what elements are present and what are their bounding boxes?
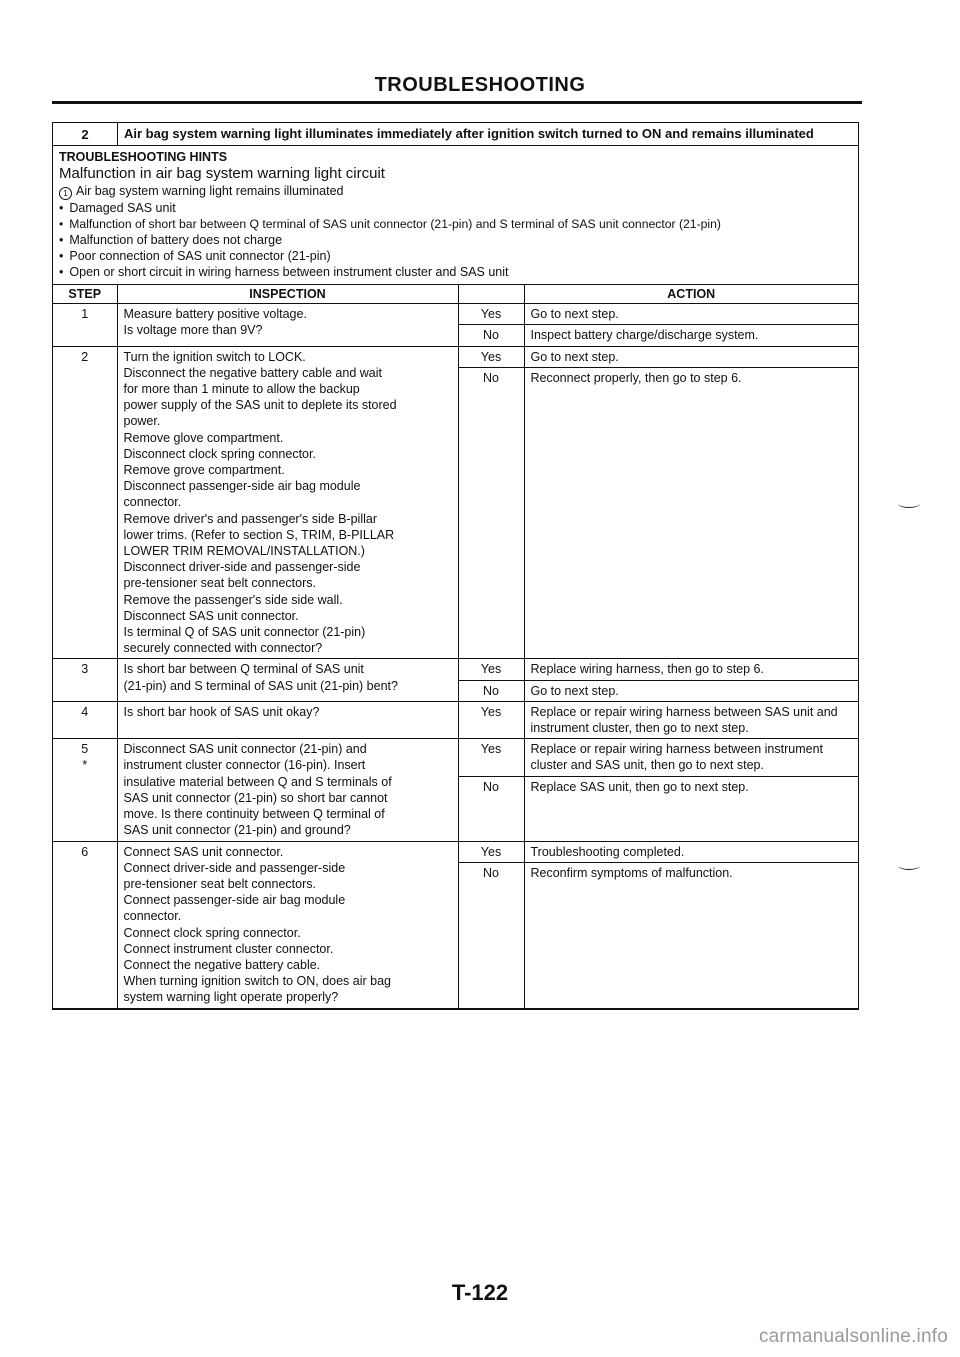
action-cell: Replace or repair wiring harness between SAS unit and instrument cluster, then go to next step. bbox=[524, 701, 858, 738]
action-cell: Reconnect properly, then go to step 6. bbox=[524, 367, 858, 659]
inspection-line: pre-tensioner seat belt connectors. bbox=[123, 876, 316, 891]
troubleshooting-frame bbox=[52, 122, 859, 1010]
inspection-line: insulative material between Q and S terminals of bbox=[123, 774, 392, 789]
action-cell: Go to next step. bbox=[524, 680, 858, 701]
inspection-line: Disconnect SAS unit connector (21-pin) and bbox=[123, 742, 367, 757]
inspection-line: for more than 1 minute to allow the backup bbox=[123, 382, 360, 397]
inspection-line: Disconnect clock spring connector. bbox=[123, 446, 316, 461]
inspection-line: power. bbox=[123, 414, 161, 429]
action-cell: Replace or repair wiring harness between instrument cluster and SAS unit, then go to next step. bbox=[524, 739, 858, 776]
hint-bullet: • Poor connection of SAS unit connector (21-pin) bbox=[59, 248, 854, 264]
steps-table bbox=[53, 285, 858, 1009]
result-cell: Yes bbox=[458, 739, 524, 776]
step-cell bbox=[53, 739, 117, 841]
step-cell bbox=[53, 701, 117, 738]
hints-sub bbox=[59, 183, 854, 200]
result-cell: Yes bbox=[458, 701, 524, 738]
inspection-line: Remove the passenger's side side wall. bbox=[123, 592, 343, 607]
step-cell bbox=[53, 346, 117, 659]
step-header: STEP bbox=[53, 285, 117, 304]
margin-mark bbox=[898, 861, 920, 870]
result-header bbox=[458, 285, 524, 304]
inspection-line: securely connected with connector? bbox=[123, 641, 323, 656]
inspection-line: instrument cluster connector (16-pin). Insert bbox=[123, 758, 366, 773]
inspection-line: Connect clock spring connector. bbox=[123, 925, 301, 940]
step-number: 5 bbox=[81, 742, 89, 757]
procedure-header bbox=[53, 123, 858, 146]
inspection-line: Disconnect driver-side and passenger-side bbox=[123, 560, 361, 575]
inspection-line: connector. bbox=[123, 909, 182, 924]
step-cell bbox=[53, 841, 117, 1008]
margin-mark bbox=[898, 499, 920, 508]
inspection-cell bbox=[117, 304, 458, 346]
inspection-line: Connect the negative battery cable. bbox=[123, 957, 321, 972]
result-cell: Yes bbox=[458, 659, 524, 680]
inspection-line: pre-tensioner seat belt connectors. bbox=[123, 576, 316, 591]
result-cell: No bbox=[458, 367, 524, 659]
inspection-line: Is terminal Q of SAS unit connector (21-pin) bbox=[123, 625, 366, 640]
table-row bbox=[53, 304, 858, 325]
action-cell: Replace wiring harness, then go to step 6. bbox=[524, 659, 858, 680]
hint-bullet: • Malfunction of short bar between Q terminal of SAS unit connector (21-pin) and S terminal of SAS unit connector (21-pin) bbox=[59, 216, 854, 232]
hint-bullet: • Malfunction of battery does not charge bbox=[59, 232, 854, 248]
circled-number-icon: 1 bbox=[59, 187, 72, 200]
inspection-line: LOWER TRIM REMOVAL/INSTALLATION.) bbox=[123, 544, 365, 559]
inspection-cell bbox=[117, 739, 458, 841]
hints-main: Malfunction in air bag system warning light circuit bbox=[59, 165, 385, 182]
inspection-line: Is short bar hook of SAS unit okay? bbox=[123, 704, 320, 719]
inspection-line: When turning ignition switch to ON, does air bag bbox=[123, 974, 391, 989]
table-row bbox=[53, 659, 858, 680]
inspection-line: (21-pin) and S terminal of SAS unit (21-pin) bent? bbox=[123, 678, 398, 693]
inspection-cell bbox=[117, 841, 458, 1008]
inspection-line: move. Is there continuity between Q terminal of bbox=[123, 807, 385, 822]
page-title: TROUBLESHOOTING bbox=[374, 74, 586, 96]
action-cell: Troubleshooting completed. bbox=[524, 841, 858, 862]
inspection-line: Measure battery positive voltage. bbox=[123, 307, 307, 322]
inspection-line: SAS unit connector (21-pin) and ground? bbox=[123, 823, 351, 838]
inspection-line: Remove glove compartment. bbox=[123, 430, 284, 445]
inspection-cell bbox=[117, 701, 458, 738]
hint-bullet: • Damaged SAS unit bbox=[59, 200, 854, 216]
inspection-line: power supply of the SAS unit to deplete its stored bbox=[123, 398, 397, 413]
result-cell: No bbox=[458, 680, 524, 701]
result-cell: No bbox=[458, 862, 524, 1008]
title-rule bbox=[52, 101, 862, 104]
hints-label: TROUBLESHOOTING HINTS bbox=[59, 150, 228, 164]
inspection-cell bbox=[117, 346, 458, 659]
action-cell: Go to next step. bbox=[524, 346, 858, 367]
hints-sub-text: Air bag system warning light remains illuminated bbox=[76, 184, 344, 198]
watermark: carmanualsonline.info bbox=[758, 1326, 948, 1347]
table-header-row bbox=[53, 285, 858, 304]
inspection-header: INSPECTION bbox=[117, 285, 458, 304]
hint-bullet: • Open or short circuit in wiring harness between instrument cluster and SAS unit bbox=[59, 264, 854, 280]
procedure-title: Air bag system warning light illuminates immediately after ignition switch turned to ON and remains illuminated bbox=[124, 126, 814, 141]
inspection-line: Remove grove compartment. bbox=[123, 463, 285, 478]
result-cell: Yes bbox=[458, 304, 524, 325]
troubleshooting-hints bbox=[53, 146, 858, 285]
inspection-line: Disconnect SAS unit connector. bbox=[123, 608, 299, 623]
action-cell: Reconfirm symptoms of malfunction. bbox=[524, 862, 858, 1008]
inspection-line: Remove driver's and passenger's side B-pillar bbox=[123, 511, 377, 526]
result-cell: Yes bbox=[458, 841, 524, 862]
step-cell bbox=[53, 659, 117, 701]
inspection-line: Is short bar between Q terminal of SAS unit bbox=[123, 662, 364, 677]
inspection-line: lower trims. (Refer to section S, TRIM, B-PILLAR bbox=[123, 527, 395, 542]
step-number: 6 bbox=[81, 844, 89, 859]
step-number: 1 bbox=[81, 307, 89, 322]
action-header: ACTION bbox=[524, 285, 858, 304]
step-number: 4 bbox=[81, 704, 89, 719]
page-number: T-122 bbox=[451, 1280, 509, 1305]
inspection-line: SAS unit connector (21-pin) so short bar cannot bbox=[123, 790, 388, 805]
inspection-line: Is voltage more than 9V? bbox=[123, 323, 263, 338]
inspection-line: Connect SAS unit connector. bbox=[123, 844, 284, 859]
inspection-line: Connect instrument cluster connector. bbox=[123, 941, 334, 956]
steps-body bbox=[53, 304, 858, 1008]
step-star: * bbox=[82, 758, 88, 773]
result-cell: No bbox=[458, 325, 524, 346]
table-row bbox=[53, 701, 858, 738]
inspection-line: Connect driver-side and passenger-side bbox=[123, 860, 346, 875]
inspection-line: Connect passenger-side air bag module bbox=[123, 893, 346, 908]
action-cell: Replace SAS unit, then go to next step. bbox=[524, 776, 858, 841]
action-cell: Inspect battery charge/discharge system. bbox=[524, 325, 858, 346]
step-cell bbox=[53, 304, 117, 346]
step-number: 2 bbox=[81, 349, 89, 364]
step-number: 3 bbox=[81, 662, 89, 677]
inspection-cell bbox=[117, 659, 458, 701]
procedure-number: 2 bbox=[53, 123, 118, 145]
action-cell: Go to next step. bbox=[524, 304, 858, 325]
inspection-line: Turn the ignition switch to LOCK. bbox=[123, 349, 306, 364]
result-cell: No bbox=[458, 776, 524, 841]
result-cell: Yes bbox=[458, 346, 524, 367]
inspection-line: Disconnect passenger-side air bag module bbox=[123, 479, 361, 494]
inspection-line: Disconnect the negative battery cable and wait bbox=[123, 365, 382, 380]
inspection-line: connector. bbox=[123, 495, 182, 510]
inspection-line: system warning light operate properly? bbox=[123, 990, 339, 1005]
